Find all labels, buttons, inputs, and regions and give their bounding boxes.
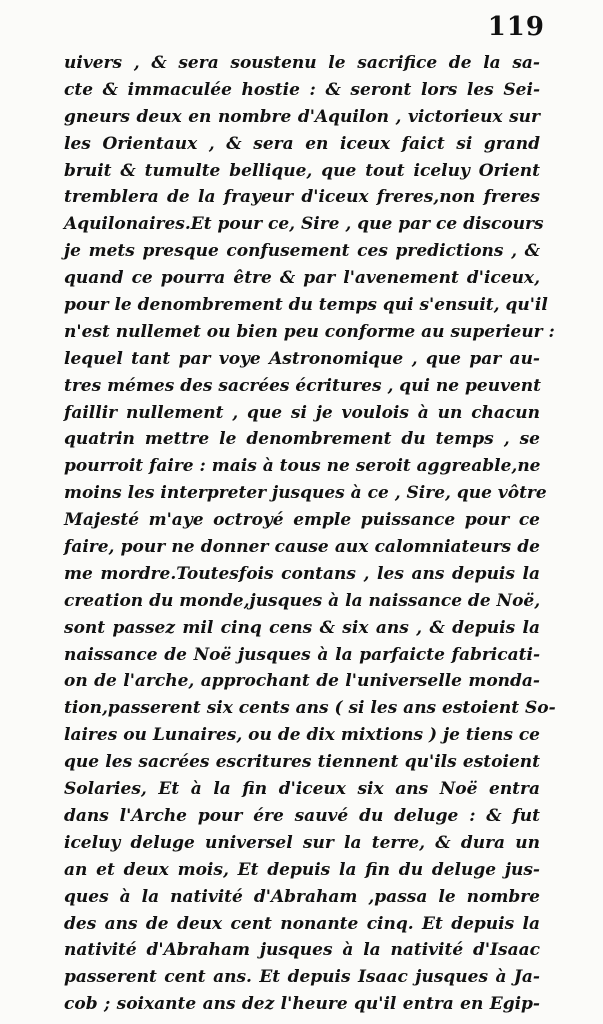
text-line: laires ou Lunaires, ou de dix mixtions ) je tiens ce bbox=[64, 725, 540, 746]
text-line: tremblera de la frayeur d'iceux freres,non freres bbox=[64, 187, 540, 208]
text-line: lequel tant par voye Astronomique , que par au- bbox=[64, 348, 540, 369]
text-line: moins les interpreter jusques à ce , Sire, que vôtre bbox=[64, 483, 547, 504]
text-line: cob ; soixante ans dez l'heure qu'il entra en Egip- bbox=[64, 994, 540, 1015]
text-line: pour le denombrement du temps qui s'ensuit, qu'il bbox=[64, 295, 548, 316]
text-line: que les sacrées escritures tiennent qu'ils estoient bbox=[64, 752, 540, 773]
text-line: Aquilonaires.Et pour ce, Sire , que par ce discours bbox=[64, 214, 544, 235]
text-line: quatrin mettre le denombrement du temps , se bbox=[64, 429, 540, 450]
text-line: tres mémes des sacrées écritures , qui ne peuvent bbox=[64, 375, 541, 396]
text-line: nativité d'Abraham jusques à la nativité d'Isaac bbox=[64, 940, 540, 961]
text-line: ques à la nativité d'Abraham ,passa le nombre bbox=[64, 886, 540, 907]
text-line: faire, pour ne donner cause aux calomniateurs de bbox=[64, 537, 540, 558]
text-line: me mordre.Toutesfois contans , les ans depuis la bbox=[64, 563, 540, 584]
text-line: faillir nullement , que si je voulois à un chacun bbox=[64, 402, 540, 423]
text-line: Majesté m'aye octroyé emple puissance pour ce bbox=[64, 510, 540, 531]
text-line: je mets presque confusement ces predictions , & bbox=[64, 241, 540, 262]
text-line: naissance de Noë jusques à la parfaicte fabricati- bbox=[64, 644, 540, 665]
text-line: passerent cent ans. Et depuis Isaac jusques à Ja- bbox=[64, 967, 540, 988]
text-line: bruit & tumulte bellique, que tout iceluy Orient bbox=[64, 160, 540, 181]
text-line: an et deux mois, Et depuis la fin du deluge jus- bbox=[64, 859, 540, 880]
text-line: creation du monde,jusques à la naissance de Noë, bbox=[64, 590, 541, 611]
text-line: uivers , & sera soustenu le sacrifice de la sa- bbox=[64, 53, 540, 73]
text-line: dans l'Arche pour ére sauvé du deluge : & fut bbox=[64, 805, 540, 826]
text-line: gneurs deux en nombre d'Aquilon , victorieux sur bbox=[64, 106, 540, 127]
text-line: pourroit faire : mais à tous ne seroit aggreable,ne bbox=[64, 456, 541, 477]
page-number: 119 bbox=[487, 12, 545, 42]
text-line: quand ce pourra être & par l'avenement d'iceux, bbox=[64, 268, 540, 289]
text-line: tion,passerent six cents ans ( si les ans estoient So- bbox=[64, 698, 556, 719]
text-line: cte & immaculée hostie : & seront lors les Sei- bbox=[64, 79, 540, 100]
body-text bbox=[64, 50, 556, 1018]
text-line: n'est nullemet ou bien peu conforme au superieur : bbox=[64, 321, 555, 342]
text-line: les Orientaux , & sera en iceux faict si grand bbox=[64, 133, 540, 154]
text-line: des ans de deux cent nonante cinq. Et depuis la bbox=[64, 913, 540, 934]
text-line: sont passez mil cinq cens & six ans , & depuis la bbox=[64, 617, 540, 638]
text-line: iceluy deluge universel sur la terre, & dura un bbox=[64, 832, 540, 853]
text-line: on de l'arche, approchant de l'universelle monda- bbox=[64, 671, 540, 692]
text-line: Solaries, Et à la fin d'iceux six ans Noë entra bbox=[64, 779, 540, 800]
